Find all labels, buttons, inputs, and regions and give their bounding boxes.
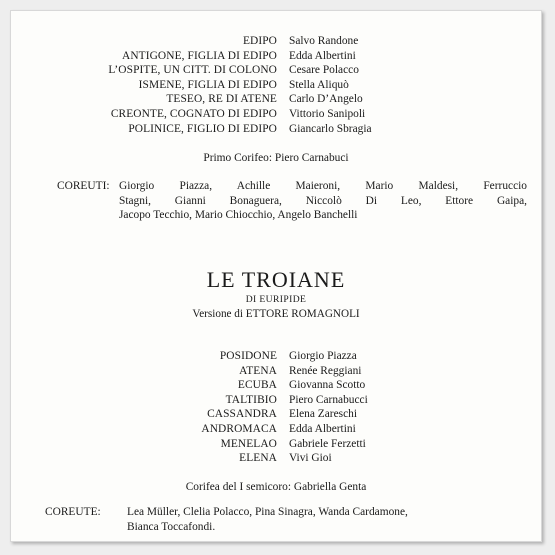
coreuti-line: Giorgio Piazza, Achille Maieroni, Mario Maldesi, Ferruccio bbox=[119, 180, 527, 192]
first-cast-list bbox=[11, 34, 541, 136]
actor-name: Vivi Gioi bbox=[289, 452, 332, 465]
play-author: DI EURIPIDE bbox=[245, 294, 307, 305]
first-corifeo-line: Primo Corifeo: Piero Carnabuci bbox=[203, 152, 349, 164]
coreuti-label: COREUTI: bbox=[57, 180, 110, 192]
role-name: ATENA bbox=[239, 364, 277, 377]
cast-row bbox=[11, 349, 541, 364]
cast-row bbox=[11, 378, 541, 393]
coreute-line: Bianca Toccafondi. bbox=[127, 520, 216, 533]
role-name: POSIDONE bbox=[219, 350, 277, 362]
actor-name: Edda Albertini bbox=[289, 422, 356, 435]
role-name: EDIPO bbox=[242, 35, 277, 47]
coreuti-line: Jacopo Tecchio, Mario Chiocchio, Angelo Banchelli bbox=[119, 209, 358, 222]
actor-name: Elena Zareschi bbox=[289, 408, 357, 421]
play-version: Versione di ETTORE ROMAGNOLI bbox=[192, 308, 360, 320]
role-name: CASSANDRA bbox=[207, 408, 277, 421]
role-name: ISMENE, FIGLIA DI EDIPO bbox=[138, 78, 277, 91]
role-name: CREONTE, COGNATO DI EDIPO bbox=[110, 107, 277, 120]
second-corifea-line: Corifea del I semicoro: Gabriella Genta bbox=[185, 481, 367, 493]
cast-row bbox=[11, 78, 541, 93]
actor-name: Giancarlo Sbragia bbox=[289, 122, 372, 135]
second-cast-list bbox=[11, 349, 541, 466]
cast-row bbox=[11, 437, 541, 452]
role-name: POLINICE, FIGLIO DI EDIPO bbox=[128, 122, 277, 135]
role-name: MENELAO bbox=[220, 437, 277, 450]
actor-name: Edda Albertini bbox=[289, 49, 356, 62]
cast-row bbox=[11, 122, 541, 137]
cast-row bbox=[11, 63, 541, 78]
coreuti-line: Stagni, Gianni Bonaguera, Niccolò Di Leo, Ettore Gaipa, bbox=[119, 194, 527, 207]
actor-name: Carlo D’Angelo bbox=[289, 93, 363, 106]
actor-name: Cesare Polacco bbox=[289, 64, 359, 77]
role-name: ELENA bbox=[239, 452, 277, 465]
actor-name: Renée Reggiani bbox=[289, 364, 362, 377]
cast-row bbox=[11, 107, 541, 122]
actor-name: Stella Aliquò bbox=[289, 78, 349, 91]
cast-row bbox=[11, 407, 541, 422]
role-name: TESEO, RE DI ATENE bbox=[166, 93, 277, 106]
actor-name: Vittorio Sanipoli bbox=[289, 107, 366, 120]
actor-name: Piero Carnabucci bbox=[289, 393, 368, 406]
cast-row bbox=[11, 393, 541, 408]
actor-name: Gabriele Ferzetti bbox=[289, 437, 366, 450]
document-page bbox=[10, 10, 542, 542]
actor-name: Salvo Randone bbox=[289, 35, 359, 47]
role-name: L’OSPITE, UN CITT. DI COLONO bbox=[108, 64, 277, 77]
coreute-block bbox=[45, 505, 527, 537]
coreuti-block bbox=[57, 179, 527, 225]
coreute-label: COREUTE: bbox=[45, 506, 101, 518]
role-name: ANTIGONE, FIGLIA DI EDIPO bbox=[122, 49, 277, 62]
role-name: ECUBA bbox=[237, 379, 277, 392]
cast-row bbox=[11, 92, 541, 107]
play-title: LE TROIANE bbox=[206, 267, 346, 292]
role-name: TALTIBIO bbox=[225, 393, 277, 406]
cast-row bbox=[11, 49, 541, 64]
actor-name: Giovanna Scotto bbox=[289, 379, 366, 392]
role-name: ANDROMACA bbox=[201, 422, 277, 435]
cast-row bbox=[11, 451, 541, 466]
cast-row bbox=[11, 364, 541, 379]
cast-row bbox=[11, 422, 541, 437]
actor-name: Giorgio Piazza bbox=[289, 350, 357, 362]
cast-row bbox=[11, 34, 541, 49]
coreute-line: Lea Müller, Clelia Polacco, Pina Sinagra, Wanda Cardamone, bbox=[127, 506, 408, 518]
